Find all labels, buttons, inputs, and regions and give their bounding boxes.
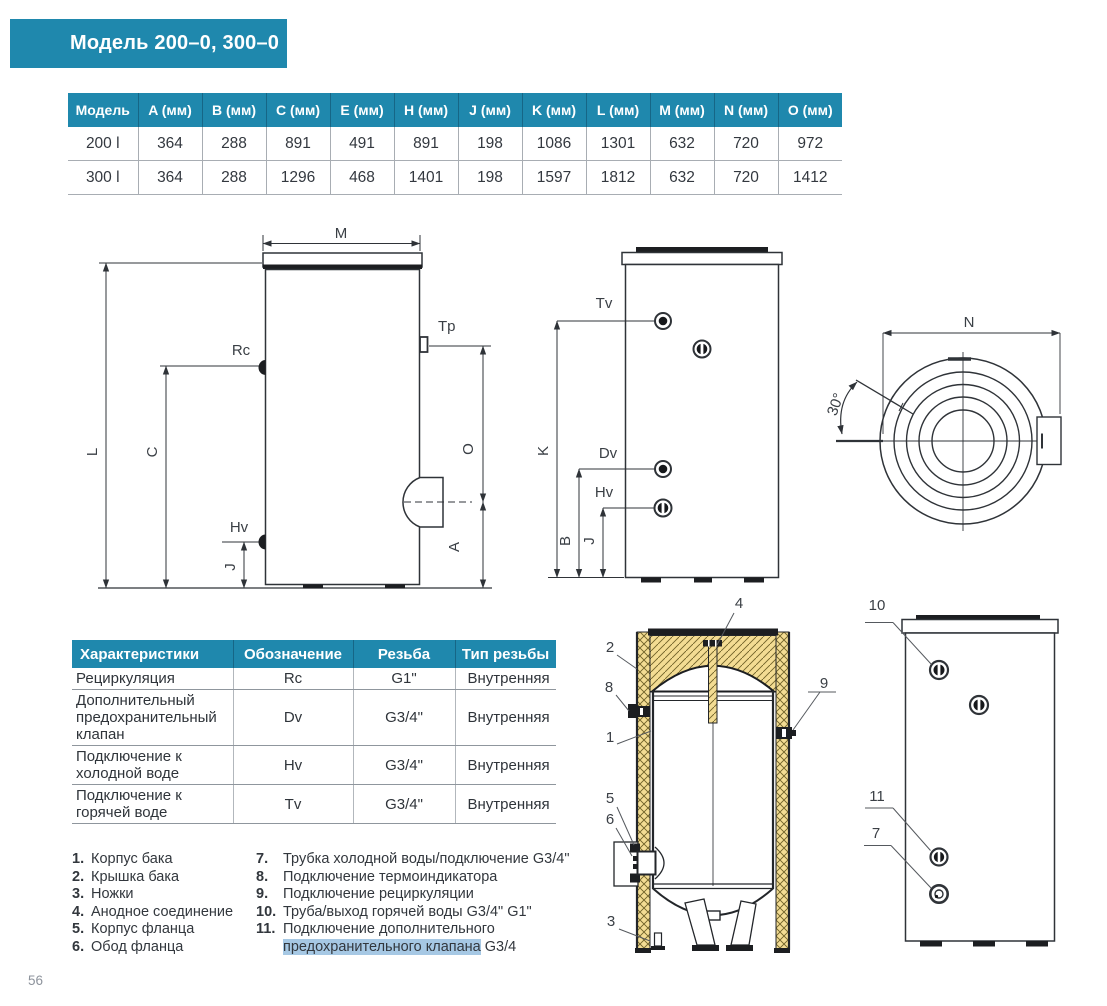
tank-body [266, 270, 420, 585]
callout-1: 1 [605, 729, 615, 746]
thermo-connection-port [628, 704, 650, 718]
table-cell: 300 l [68, 161, 138, 195]
flange-assembly [614, 842, 664, 886]
legend-item [256, 886, 591, 904]
table-cell: 198 [458, 127, 522, 161]
tv-label: Tv [595, 295, 613, 312]
table-cell: Hv [233, 746, 353, 785]
characteristics-table [72, 640, 556, 824]
hot-water-outlet-port [930, 661, 948, 679]
angle-label: 30° [823, 390, 848, 419]
tank-lid [902, 620, 1058, 634]
exterior-view-drawing [864, 597, 1058, 947]
callout-6: 6 [605, 811, 615, 828]
table-row [72, 668, 556, 690]
legend-text: Корпус фланца [91, 921, 195, 937]
page-number: 56 [28, 973, 44, 988]
side-view-drawing [84, 225, 492, 589]
insulation-left [637, 632, 650, 950]
table-cell: 364 [138, 161, 202, 195]
table-row [68, 127, 842, 161]
drain-pin [655, 933, 662, 946]
safety-valve-port [931, 849, 948, 866]
callout-5: 5 [605, 790, 615, 807]
tank-foot [641, 578, 661, 583]
legend-number: 7. [256, 851, 269, 867]
leg-pad [692, 945, 719, 951]
col-header: N (мм) [714, 93, 778, 127]
tank-foot [744, 578, 764, 583]
recirculation-port [776, 727, 796, 739]
col-header: M (мм) [650, 93, 714, 127]
dim-C-label: C [144, 446, 161, 458]
col-header: Резьба [353, 640, 455, 668]
legend-text: Подключение термоиндикатора [283, 868, 498, 885]
table-cell: Внутренняя [455, 785, 556, 824]
callout-8: 8 [604, 679, 614, 696]
callout-4: 4 [734, 595, 744, 612]
legend-number: 11. [256, 921, 276, 937]
insulation-right [776, 632, 789, 950]
legend-number: 1. [72, 851, 85, 867]
table-cell: Рециркуляция [72, 668, 233, 690]
legend-text: Корпус бака [91, 851, 173, 867]
anode-rod [709, 644, 718, 723]
table-cell: 1401 [394, 161, 458, 195]
table-cell: Tv [233, 785, 353, 824]
legend-number: 6. [72, 938, 85, 955]
legend-number: 2. [72, 868, 85, 885]
callout-10: 10 [868, 597, 886, 614]
table-cell: 364 [138, 127, 202, 161]
callout-9: 9 [819, 675, 829, 692]
tank-foot [1026, 941, 1048, 947]
legend-number: 3. [72, 886, 85, 902]
tv-port [655, 313, 671, 329]
tank-body [906, 633, 1055, 941]
legend-item [72, 939, 252, 957]
dim-M-label: M [334, 225, 348, 242]
table-cell: G3/4" [353, 690, 455, 746]
legend-number: 9. [256, 886, 269, 902]
tank-foot [694, 578, 712, 583]
tank-body [626, 265, 779, 578]
thermo-indicator-port [970, 696, 988, 714]
table-cell: 891 [394, 127, 458, 161]
angle-line [856, 380, 913, 414]
dim-B-label: B [557, 535, 574, 547]
legend-text: Подключение рециркуляции [283, 886, 474, 902]
legend-text-highlight: предохранительного клапана [283, 938, 481, 955]
col-header: Модель [68, 93, 138, 127]
legend-left-column [72, 851, 252, 956]
table-cell: 1296 [266, 161, 330, 195]
legend-item [72, 869, 252, 887]
front-view-drawing [535, 247, 782, 583]
table-cell: 468 [330, 161, 394, 195]
table-cell: 720 [714, 127, 778, 161]
table-cell: Внутренняя [455, 690, 556, 746]
tp-label: Tp [438, 318, 456, 335]
hv-label: Hv [229, 519, 249, 536]
table-cell: 720 [714, 161, 778, 195]
legend-number: 5. [72, 921, 85, 937]
legend-text-suffix: G3/4 [480, 938, 517, 955]
table-cell: G3/4" [353, 746, 455, 785]
table-cell: Rc [233, 668, 353, 690]
table-cell: 1412 [778, 161, 842, 195]
table-cell: 891 [266, 127, 330, 161]
dv-label: Dv [598, 445, 618, 462]
col-header: H (мм) [394, 93, 458, 127]
leg [685, 899, 715, 945]
legend-text: Труба/выход горячей воды G3/4" G1" [283, 903, 532, 920]
legend-item [72, 904, 252, 922]
legend-item [256, 869, 591, 887]
callout-11: 11 [869, 788, 885, 805]
col-header: O (мм) [778, 93, 842, 127]
table-cell: Подключение к горячей воде [72, 785, 233, 824]
dimensions-table [68, 93, 842, 195]
tank-lid-band [263, 265, 422, 270]
legend-text: Крышка бака [91, 868, 180, 885]
tank-foot [303, 585, 323, 589]
legend-right-column [256, 851, 591, 956]
table-cell: 972 [778, 127, 842, 161]
table-cell: 632 [650, 127, 714, 161]
legend-number: 8. [256, 868, 269, 885]
table-cell: Внутренняя [455, 668, 556, 690]
table-cell: G1" [353, 668, 455, 690]
legend-item [256, 851, 591, 869]
top-view-drawing [824, 314, 1061, 531]
legend-text [283, 921, 591, 956]
table-cell: 632 [650, 161, 714, 195]
col-header: Обозначение [233, 640, 353, 668]
dim-N-label: N [963, 314, 975, 331]
table-cell: 288 [202, 161, 266, 195]
legend-item-11 [256, 921, 591, 956]
legend-text: Обод фланца [91, 938, 184, 955]
col-header: L (мм) [586, 93, 650, 127]
table-cell: G3/4" [353, 785, 455, 824]
dim-O-label: O [460, 443, 477, 455]
table-cell: 288 [202, 127, 266, 161]
dv-port [655, 461, 671, 477]
col-header: K (мм) [522, 93, 586, 127]
table-cell: 1597 [522, 161, 586, 195]
top-cap [648, 629, 778, 636]
col-header: C (мм) [266, 93, 330, 127]
tank-lid-band [636, 247, 768, 253]
col-header: E (мм) [330, 93, 394, 127]
flange-top-view [1037, 417, 1061, 465]
tp-port [420, 337, 428, 352]
table-cell: 1301 [586, 127, 650, 161]
dimensions-header-row [68, 93, 842, 127]
legend-item [72, 886, 252, 904]
tank-lid [622, 253, 782, 265]
table-cell: 1086 [522, 127, 586, 161]
callout-2: 2 [605, 639, 615, 656]
hv-port [655, 500, 672, 517]
characteristics-header-row [72, 640, 556, 668]
col-header: A (мм) [138, 93, 202, 127]
callout-3: 3 [606, 913, 616, 930]
legend-item [72, 851, 252, 869]
dim-J-label: J [222, 563, 239, 571]
legend-item [72, 921, 252, 939]
cold-water-port [930, 885, 947, 902]
legend-number: 10. [256, 903, 277, 920]
legend-number: 4. [72, 903, 85, 920]
thermo-port [694, 341, 711, 358]
tank-foot [920, 941, 942, 947]
col-header: B (мм) [202, 93, 266, 127]
table-cell: 200 l [68, 127, 138, 161]
col-header: Характеристики [72, 640, 233, 668]
hv-port [259, 535, 266, 550]
dim-K-label: K [535, 445, 552, 457]
legend-text: Ножки [91, 886, 134, 902]
col-header: J (мм) [458, 93, 522, 127]
table-cell: 491 [330, 127, 394, 161]
table-row [72, 746, 556, 785]
table-cell: Дополнительный предохранительный клапан [72, 690, 233, 746]
dim-A-label: A [446, 541, 463, 553]
table-cell: Подключение к холодной воде [72, 746, 233, 785]
leg-pad [726, 945, 753, 951]
cross-section-drawing [605, 595, 836, 953]
table-row [68, 161, 842, 195]
legend-text: Трубка холодной воды/подключение G3/4" [283, 851, 570, 867]
tank-foot [973, 941, 995, 947]
table-row [72, 690, 556, 746]
leg [731, 901, 756, 945]
table-cell: 1812 [586, 161, 650, 195]
tank-foot [385, 585, 405, 589]
rc-label: Rc [231, 342, 251, 359]
table-cell: 198 [458, 161, 522, 195]
rc-port [259, 360, 266, 375]
table-cell: Dv [233, 690, 353, 746]
legend-text: Анодное соединение [91, 903, 234, 920]
page-title [10, 19, 287, 68]
legend-item [256, 904, 591, 922]
callout-7: 7 [871, 825, 881, 842]
dim-L-label: L [84, 447, 101, 457]
dim-J-label: J [581, 537, 598, 545]
page-title-text: Модель 200–0, 300–0 [70, 32, 280, 54]
hv-label: Hv [594, 484, 614, 501]
legend-text-prefix: Подключение дополнительного [283, 921, 495, 937]
table-cell: Внутренняя [455, 746, 556, 785]
col-header: Тип резьбы [455, 640, 556, 668]
table-row [72, 785, 556, 824]
